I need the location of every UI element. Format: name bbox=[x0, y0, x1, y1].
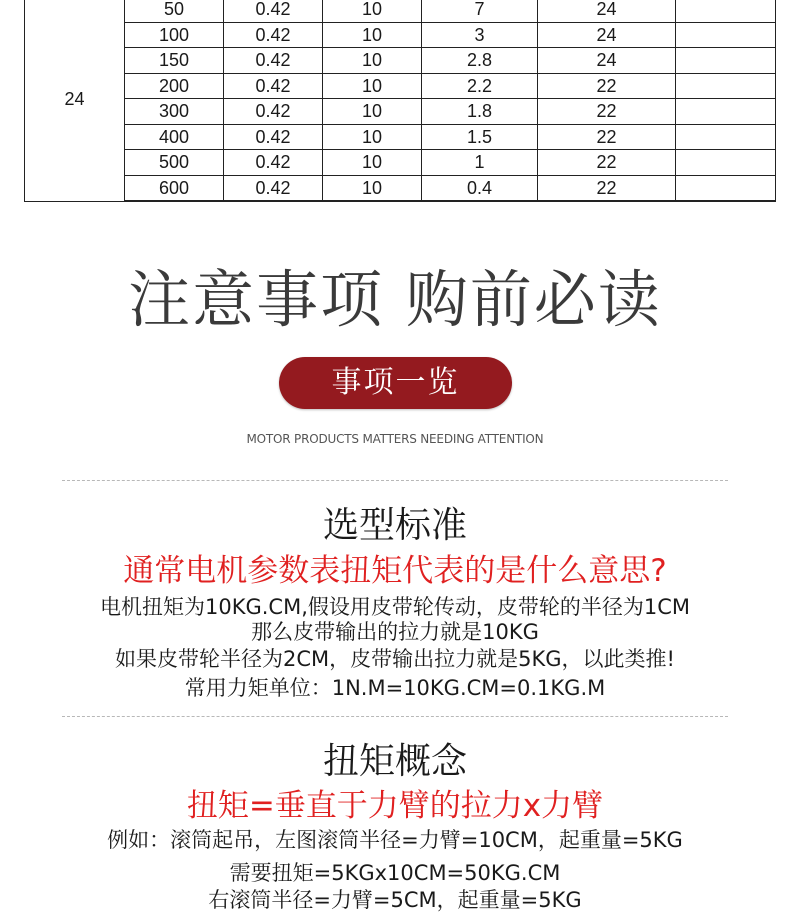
table-cell: 0.42 bbox=[224, 48, 323, 74]
table-cell: 0.42 bbox=[224, 22, 323, 48]
table-cell: 200 bbox=[125, 73, 224, 99]
body-line: 例如：滚筒起吊，左图滚筒半径=力臂=10CM，起重量=5KG bbox=[107, 828, 683, 852]
table-cell: 150 bbox=[125, 48, 224, 74]
table-cell: 10 bbox=[323, 0, 422, 22]
table-cell: 10 bbox=[323, 150, 422, 176]
table-cell: 24 bbox=[538, 0, 676, 22]
table-row bbox=[25, 124, 776, 150]
selection-standard-title: 选型标准 bbox=[322, 505, 467, 546]
table-cell: 10 bbox=[323, 175, 422, 201]
table-cell: 600 bbox=[125, 175, 224, 201]
body-line: 右滚筒半径=力臂=5CM，起重量=5KG bbox=[208, 888, 582, 912]
table-cell: 22 bbox=[538, 124, 676, 150]
torque-formula: 扭矩=垂直于力臂的拉力x力臂 bbox=[186, 788, 604, 824]
table-cell: 100 bbox=[125, 22, 224, 48]
spec-table bbox=[24, 0, 776, 202]
table-cell-empty bbox=[676, 73, 776, 99]
section-divider bbox=[62, 716, 728, 717]
headline-title: 注意事项 购前必读 bbox=[128, 263, 662, 336]
table-cell-empty bbox=[676, 48, 776, 74]
table-cell: 1.5 bbox=[422, 124, 538, 150]
table-cell: 400 bbox=[125, 124, 224, 150]
table-cell: 500 bbox=[125, 150, 224, 176]
table-row bbox=[25, 150, 776, 176]
table-cell: 24 bbox=[538, 48, 676, 74]
table-row bbox=[25, 99, 776, 125]
table-cell: 22 bbox=[538, 150, 676, 176]
table-cell: 0.42 bbox=[224, 0, 323, 22]
table-cell-empty bbox=[676, 0, 776, 22]
table-cell-empty bbox=[676, 175, 776, 201]
english-subtitle: MOTOR PRODUCTS MATTERS NEEDING ATTENTION bbox=[246, 432, 544, 446]
table-cell: 0.4 bbox=[422, 175, 538, 201]
table-cell: 0.42 bbox=[224, 73, 323, 99]
table-cell: 22 bbox=[538, 99, 676, 125]
table-cell: 2.2 bbox=[422, 73, 538, 99]
table-cell: 10 bbox=[323, 124, 422, 150]
table-row bbox=[25, 0, 776, 22]
table-cell: 24 bbox=[538, 22, 676, 48]
table-cell: 50 bbox=[125, 0, 224, 22]
table-row bbox=[25, 73, 776, 99]
table-cell: 1.8 bbox=[422, 99, 538, 125]
body-line: 需要扭矩=5KGx10CM=50KG.CM bbox=[229, 861, 561, 885]
table-cell: 0.42 bbox=[224, 124, 323, 150]
table-row bbox=[25, 175, 776, 201]
table-cell: 300 bbox=[125, 99, 224, 125]
table-cell: 7 bbox=[422, 0, 538, 22]
table-cell: 1 bbox=[422, 150, 538, 176]
torque-concept-title: 扭矩概念 bbox=[322, 741, 467, 782]
table-cell: 0.42 bbox=[224, 150, 323, 176]
table-row bbox=[25, 48, 776, 74]
table-row bbox=[25, 22, 776, 48]
table-cell-empty bbox=[676, 124, 776, 150]
table-cell: 2.8 bbox=[422, 48, 538, 74]
table-cell: 10 bbox=[323, 48, 422, 74]
table-cell: 10 bbox=[323, 99, 422, 125]
table-cell: 0.42 bbox=[224, 175, 323, 201]
table-cell-empty bbox=[676, 99, 776, 125]
body-line: 常用力矩单位：1N.M=10KG.CM=0.1KG.M bbox=[184, 676, 606, 700]
section-divider bbox=[62, 480, 728, 481]
table-cell: 10 bbox=[323, 22, 422, 48]
matters-overview-badge: 事项一览 bbox=[279, 357, 512, 409]
table-cell: 10 bbox=[323, 73, 422, 99]
table-cell: 22 bbox=[538, 175, 676, 201]
torque-question: 通常电机参数表扭矩代表的是什么意思? bbox=[123, 553, 667, 589]
table-cell-empty bbox=[676, 22, 776, 48]
body-line: 那么皮带输出的拉力就是10KG bbox=[251, 620, 539, 644]
table-cell-empty bbox=[676, 150, 776, 176]
body-line: 如果皮带轮半径为2CM，皮带输出拉力就是5KG，以此类推! bbox=[115, 647, 675, 671]
table-cell: 0.42 bbox=[224, 99, 323, 125]
voltage-cell: 24 bbox=[25, 0, 125, 201]
table-cell: 3 bbox=[422, 22, 538, 48]
body-line: 电机扭矩为10KG.CM,假设用皮带轮传动，皮带轮的半径为1CM bbox=[99, 595, 691, 619]
table-cell: 22 bbox=[538, 73, 676, 99]
